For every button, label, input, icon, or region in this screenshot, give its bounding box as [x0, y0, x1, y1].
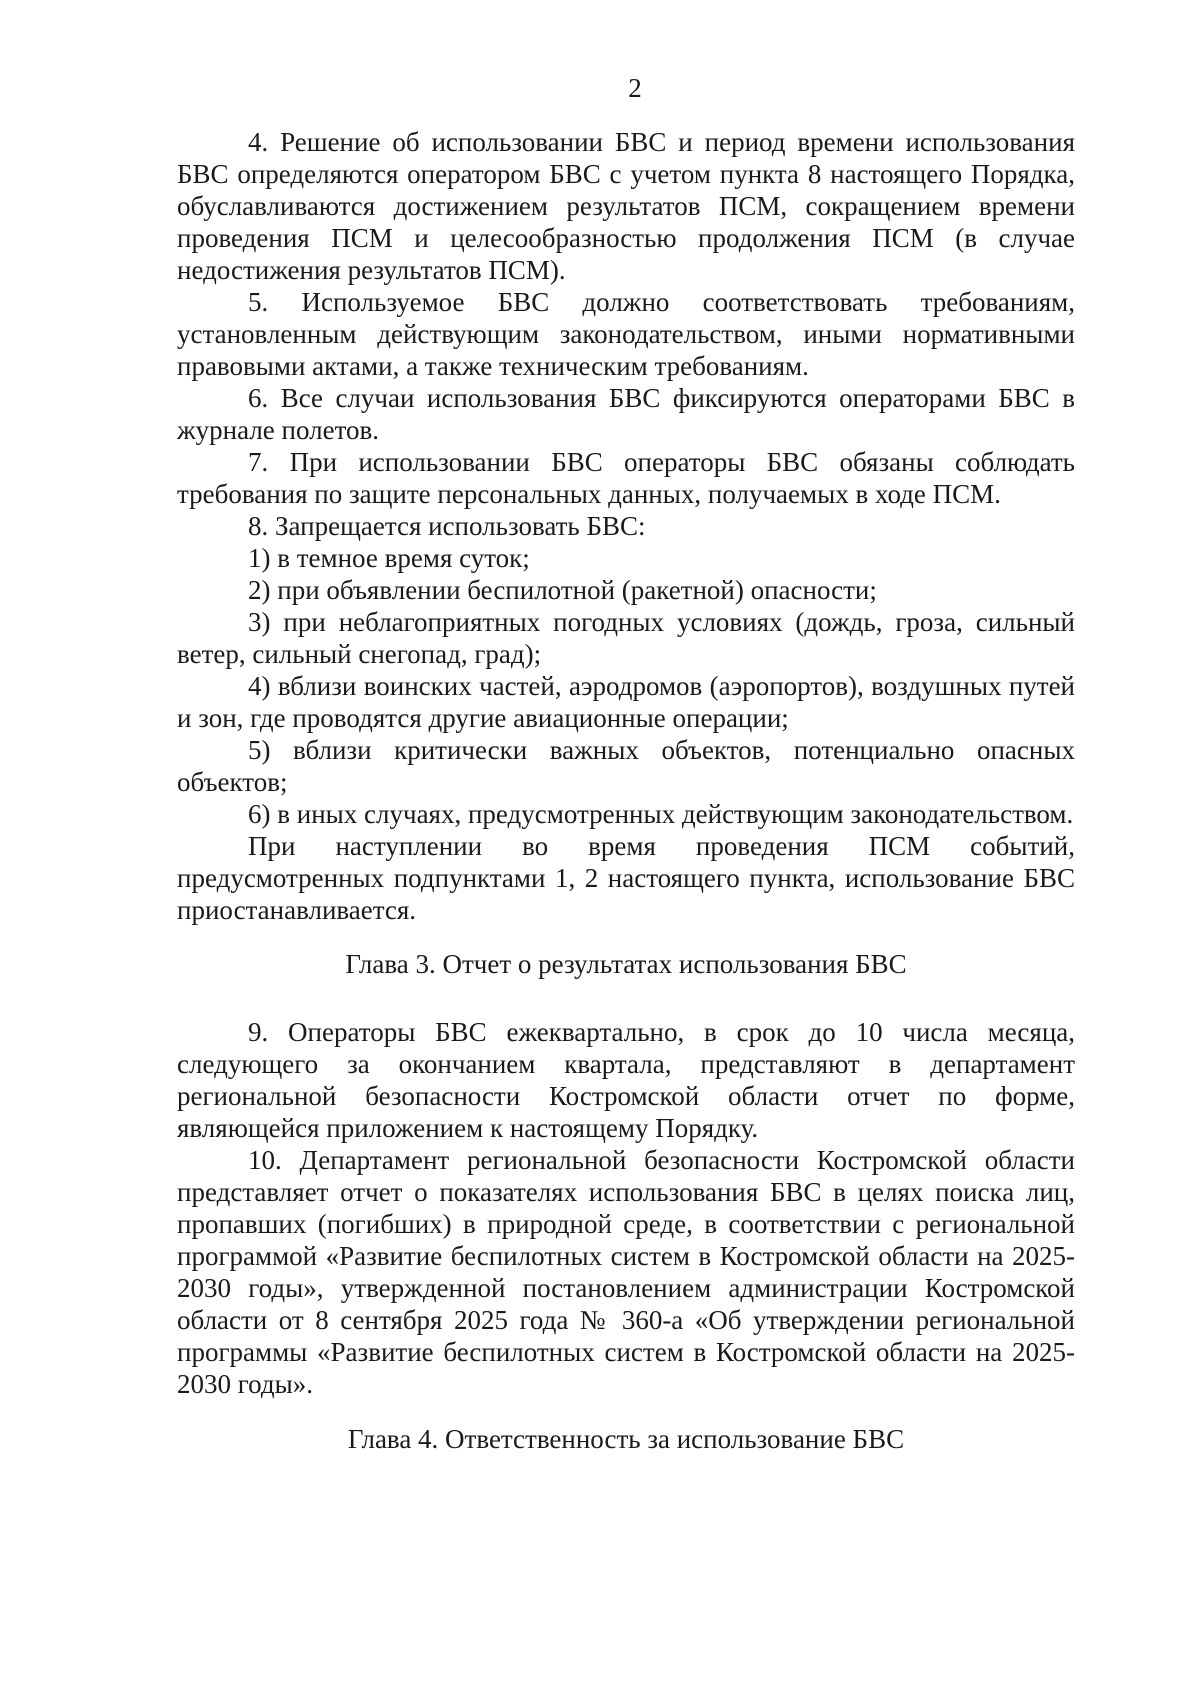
list-item: 6) в иных случаях, предусмотренных действующим законодательством. [248, 799, 1074, 829]
chapter-4-heading: Глава 4. Ответственность за использование БВС [347, 1424, 905, 1454]
list-item: 1) в темное время суток; [248, 543, 530, 573]
paragraph-9: 9. Операторы БВС ежеквартально, в срок до 10 числа месяца, следующего за окончанием квартала, представляют в департамент региональной безопасности Костромской области отчет по форме, являющейся приложением к настоящему Порядку. [177, 1017, 1075, 1143]
list-item: 4) вблизи воинских частей, аэродромов (аэропортов), воздушных путей и зон, где проводятся другие авиационные операции; [177, 671, 1075, 733]
list-item: 3) при неблагоприятных погодных условиях (дождь, гроза, сильный ветер, сильный снегопад, град); [177, 607, 1075, 669]
chapter-3-heading: Глава 3. Отчет о результатах использования БВС [345, 949, 907, 979]
list-item: 2) при объявлении беспилотной (ракетной) опасности; [248, 575, 877, 605]
paragraph-8: 8. Запрещается использовать БВС: [248, 511, 646, 541]
paragraph-5: 5. Используемое БВС должно соответствовать требованиям, установленным действующим законодательством, иными нормативными правовыми актами, а также техническим требованиям. [177, 287, 1075, 381]
paragraph-4: 4. Решение об использовании БВС и период времени использования БВС определяются оператором БВС с учетом пункта 8 настоящего Порядка, обуславливаются достижением результатов ПСМ, сокращением времени проведения ПСМ и целесообразностью продолжения ПСМ (в случае недостижения результатов ПСМ). [177, 127, 1075, 285]
paragraph-8-suspension: При наступлении во время проведения ПСМ событий, предусмотренных подпунктами 1, 2 настоящего пункта, использование БВС приостанавливается. [177, 831, 1075, 925]
paragraph-7: 7. При использовании БВС операторы БВС обязаны соблюдать требования по защите персональных данных, получаемых в ходе ПСМ. [177, 447, 1075, 509]
page-number: 2 [628, 73, 642, 103]
document-body [177, 126, 1075, 1492]
list-item: 5) вблизи критически важных объектов, потенциально опасных объектов; [177, 735, 1075, 797]
paragraph-6: 6. Все случаи использования БВС фиксируются операторами БВС в журнале полетов. [177, 383, 1075, 445]
paragraph-10: 10. Департамент региональной безопасности Костромской области представляет отчет о показателях использования БВС в целях поиска лиц, пропавших (погибших) в природной среде, в соответствии с региональной программой «Развитие беспилотных систем в Костромской области на 2025-2030 годы», утвержденной постановлением администрации Костромской области от 8 сентября 2025 года № 360-а «Об утверждении региональной программы «Развитие беспилотных систем в Костромской области на 2025-2030 годы». [177, 1145, 1075, 1399]
